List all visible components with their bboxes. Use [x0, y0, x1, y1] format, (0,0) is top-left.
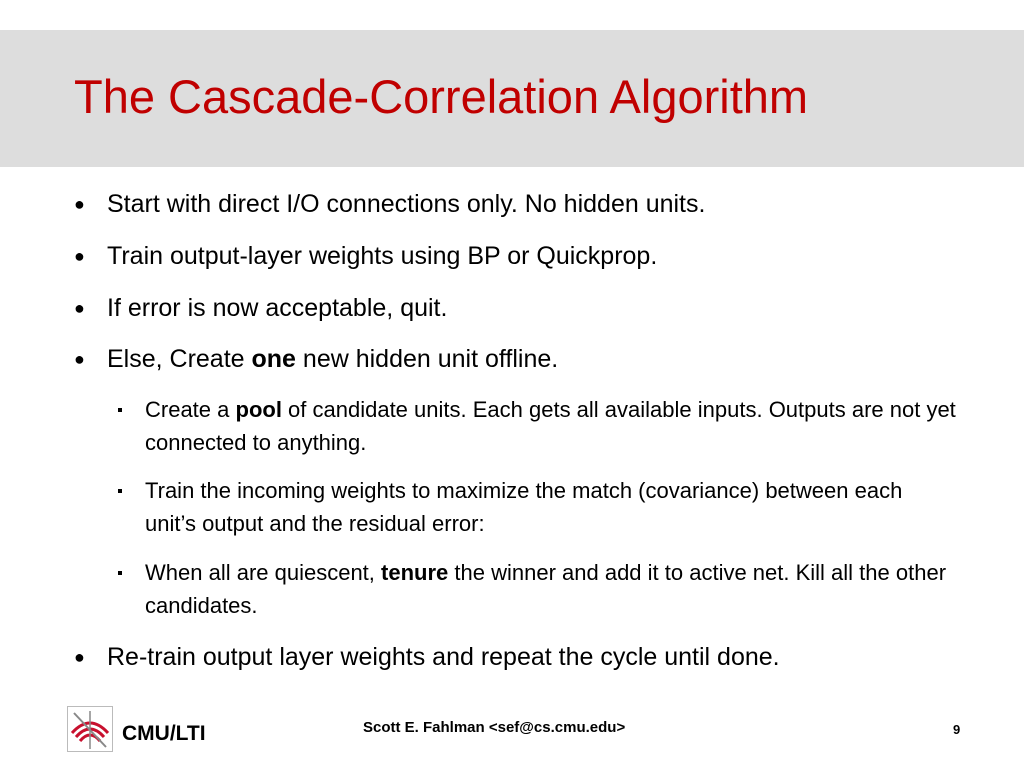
sub-bullet-square-icon	[118, 571, 122, 575]
slide-title: The Cascade-Correlation Algorithm	[74, 70, 809, 123]
org-label: CMU/LTI	[122, 722, 206, 745]
sub-bullet-text: Create a pool of candidate units. Each gets all available inputs. Outputs are not yet connected to anything.	[145, 397, 956, 455]
bullet-dot-icon: ●	[74, 298, 85, 318]
sub-bullet-square-icon	[118, 489, 122, 493]
logo-graphic	[68, 707, 112, 751]
bullet-dot-icon: ●	[74, 647, 85, 667]
sub-bullet-2	[118, 474, 958, 540]
bullet-dot-icon: ●	[74, 246, 85, 266]
sub-bullet-text: Train the incoming weights to maximize the match (covariance) between each unit’s output and the residual error:	[145, 478, 903, 536]
bullet-dot-icon: ●	[74, 349, 85, 369]
sub-bullet-text: When all are quiescent, tenure the winner and add it to active net. Kill all the other candidates.	[145, 560, 947, 618]
author-credit: Scott E. Fahlman <sef@cs.cmu.edu>	[363, 719, 626, 736]
cmu-logo-icon	[67, 706, 113, 752]
sub-bullet-1	[118, 393, 958, 459]
bullet-text: Train output-layer weights using BP or Quickprop.	[107, 242, 658, 270]
bullet-text: Else, Create one new hidden unit offline.	[107, 345, 559, 373]
emphasis-tenure: tenure	[381, 560, 449, 585]
bullet-dot-icon: ●	[74, 194, 85, 214]
page-number: 9	[953, 722, 961, 737]
bullet-text: Re-train output layer weights and repeat the cycle until done.	[107, 643, 780, 671]
emphasis-pool: pool	[235, 397, 282, 422]
emphasis-one: one	[251, 345, 296, 373]
sub-bullet-square-icon	[118, 408, 122, 412]
bullet-text: If error is now acceptable, quit.	[107, 294, 448, 322]
bullet-text: Start with direct I/O connections only. No hidden units.	[107, 190, 706, 218]
sub-bullet-3	[118, 556, 958, 622]
